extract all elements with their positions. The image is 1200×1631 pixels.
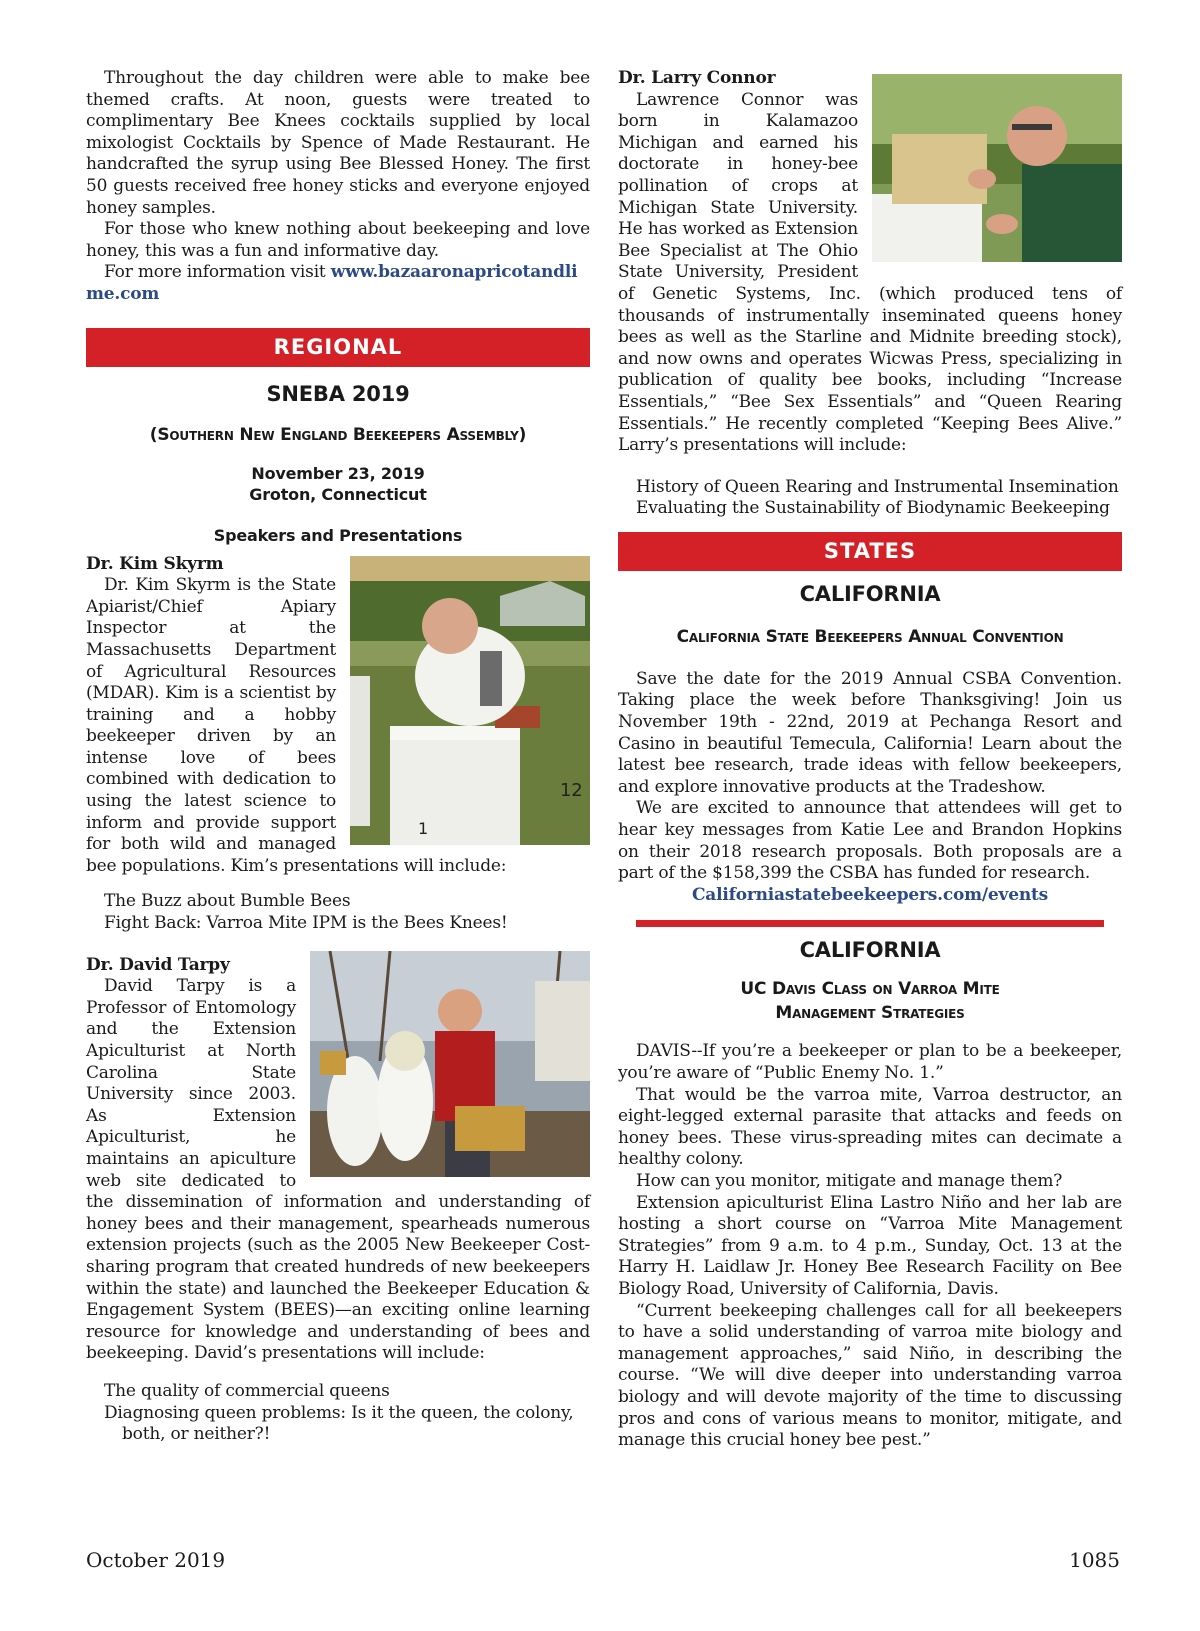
david-tarpy-photo: [310, 951, 590, 1177]
connor-bio: Lawrence Connor was born in Kalamazoo Michigan and earned his doctorate in honey-bee pollination of crops at Michigan State University. He has worked as Extension Bee Specialist at The Ohio State University, President of Genetic Systems, Inc. (which produced tens of thousands of instrumentally inseminated queens honey bees as well as the Starline and Midnite breeding stock), and now owns and operates Wicwas Press, specializing in publication of quality bee books, including “Increase Essentials,” “Bee Sex Essentials” and “Queen Rearing Essentials.” He recently completed “Keeping Bees Alive.” Larry’s presentations will include:: [618, 89, 1122, 456]
ucdavis-paragraph-1: DAVIS--If you’re a beekeeper or plan to be a beekeeper, you’re aware of “Public Enemy No. 1.”: [618, 1041, 1122, 1083]
ucdavis-subtitle-line2: Management Strategies: [775, 1003, 965, 1024]
sneba-place: Groton, Connecticut: [249, 484, 427, 504]
more-info-prefix: For more information visit: [104, 262, 326, 283]
speakers-heading: Speakers and Presentations: [213, 525, 463, 545]
tarpy-section: [86, 955, 590, 1365]
ucdavis-subtitle-line1: UC Davis Class on Varroa Mite: [740, 979, 1000, 1000]
ucdavis-paragraph-3: How can you monitor, mitigate and manage them?: [636, 1170, 1063, 1191]
bazaar-website-link[interactable]: www.bazaaronapricotandlime.com: [86, 262, 578, 304]
footer-date: October 2019: [86, 1548, 226, 1572]
csba-events-link[interactable]: Californiastatebeekeepers.com/events: [691, 884, 1049, 905]
skyrm-section: [86, 554, 590, 878]
skyrm-bio: Dr. Kim Skyrm is the State Apiarist/Chief Apiary Inspector at the Massachusetts Department of Agricultural Resources (MDAR). Kim is a scientist by training and a hobby beekeeper driven by an intense love of bees combined with dedication to using the latest science to inform and provide support for both wild and managed bee populations. Kim’s presentations will include:: [86, 575, 507, 876]
hive-number-12: 12: [560, 779, 583, 801]
sneba-title: SNEBA 2019: [266, 381, 410, 406]
connor-presentations: [618, 477, 1122, 520]
skyrm-name: Dr. Kim Skyrm: [86, 553, 224, 574]
skyrm-presentations: [86, 891, 590, 934]
tarpy-bio: David Tarpy is a Professor of Entomology and the Extension Apiculturist at North Carolina State University since 2003. As Extension Apiculturist, he maintains an apiculture web site dedicated to the dissemination of information and understanding of honey bees and their management, spearheads numerous extension projects (such as the 2005 New Beekeeper Cost-sharing program that created hundreds of new beekeepers within the state) and launched the Beekeeper Education & Engagement System (BEES)—an exciting online learning resource for knowledge and understanding of bees and beekeeping. David’s presentations will include:: [86, 976, 590, 1364]
presentation-item: Evaluating the Sustainability of Biodynamic Beekeeping: [636, 498, 1110, 519]
section-divider: [636, 920, 1104, 927]
ucdavis-paragraph-2: That would be the varroa mite, Varroa destructor, an eight-legged external parasite that attacks and feeds on honey bees. These virus-spreading mites can decimate a healthy colony.: [618, 1084, 1122, 1170]
presentation-item: Fight Back: Varroa Mite IPM is the Bees Knees!: [104, 913, 508, 934]
right-column: [618, 68, 1122, 1452]
presentation-item: The Buzz about Bumble Bees: [104, 891, 351, 912]
presentation-item: History of Queen Rearing and Instrumental Insemination: [636, 476, 1119, 497]
ucdavis-paragraph-4: Extension apiculturist Elina Lastro Niño and her lab are hosting a short course on “Varroa Mite Management Strategies” from 9 a.m. to 4 p.m., Sunday, Oct. 13 at the Harry H. Laidlaw Jr. Honey Bee Research Facility on Bee Biology Road, University of California, Davis.: [618, 1192, 1122, 1299]
csba-paragraph-2: We are excited to announce that attendees will get to hear key messages from Katie Lee and Brandon Hopkins on their 2018 research proposals. Both proposals are a part of the $158,399 the CSBA has funded for research.: [618, 798, 1122, 884]
presentation-item: Diagnosing queen problems: Is it the queen, the colony, both, or neither?!: [104, 1402, 574, 1445]
connor-name: Dr. Larry Connor: [618, 68, 776, 88]
tarpy-presentations: [86, 1381, 590, 1446]
connor-section: [618, 68, 1122, 457]
intro-paragraph-1: Throughout the day children were able to make bee themed crafts. At noon, guests were treated to complimentary Bee Knees cocktails supplied by local mixologist Cocktails by Spence of Made Restaurant. He handcrafted the syrup using Bee Blessed Honey. The first 50 guests received free honey sticks and everyone enjoyed honey samples.: [86, 68, 590, 218]
intro-paragraph-2: For those who knew nothing about beekeeping and love honey, this was a fun and informative day.: [86, 219, 590, 261]
sneba-subtitle: (Southern New England Beekeepers Assembly): [149, 424, 527, 445]
hive-number-1: 1: [418, 818, 428, 838]
tarpy-name: Dr. David Tarpy: [86, 954, 230, 975]
states-section-bar: STATES: [618, 532, 1122, 571]
regional-section-bar: REGIONAL: [86, 328, 590, 367]
more-info-paragraph: [86, 262, 590, 305]
sneba-date: November 23, 2019: [251, 463, 425, 483]
ucdavis-paragraph-5: “Current beekeeping challenges call for all beekeepers to have a solid understanding of varroa mite biology and management approaches,” said Niño, in describing the course. “We will dive deeper into understanding varroa biology and will devote majority of the time to discussing pros and cons of various means to monitor, mitigate, and manage this crucial honey bee pest.”: [618, 1300, 1122, 1451]
csba-subtitle: California State Beekeepers Annual Convention: [676, 626, 1064, 647]
csba-paragraph-1: Save the date for the 2019 Annual CSBA Convention. Taking place the week before Thanksgiving! Join us November 19th - 22nd, 2019 at Pechanga Resort and Casino in beautiful Temecula, California! Learn about the latest bee research, trade ideas with fellow beekeepers, and explore innovative products at the Tradeshow.: [618, 668, 1122, 797]
presentation-item: The quality of commercial queens: [104, 1380, 390, 1401]
kim-skyrm-photo: [350, 556, 590, 845]
ucdavis-title: CALIFORNIA: [799, 938, 941, 963]
larry-connor-photo: [872, 74, 1122, 262]
csba-title: CALIFORNIA: [799, 581, 941, 606]
left-column: [86, 68, 590, 1446]
footer-page-number: 1085: [1069, 1548, 1120, 1572]
